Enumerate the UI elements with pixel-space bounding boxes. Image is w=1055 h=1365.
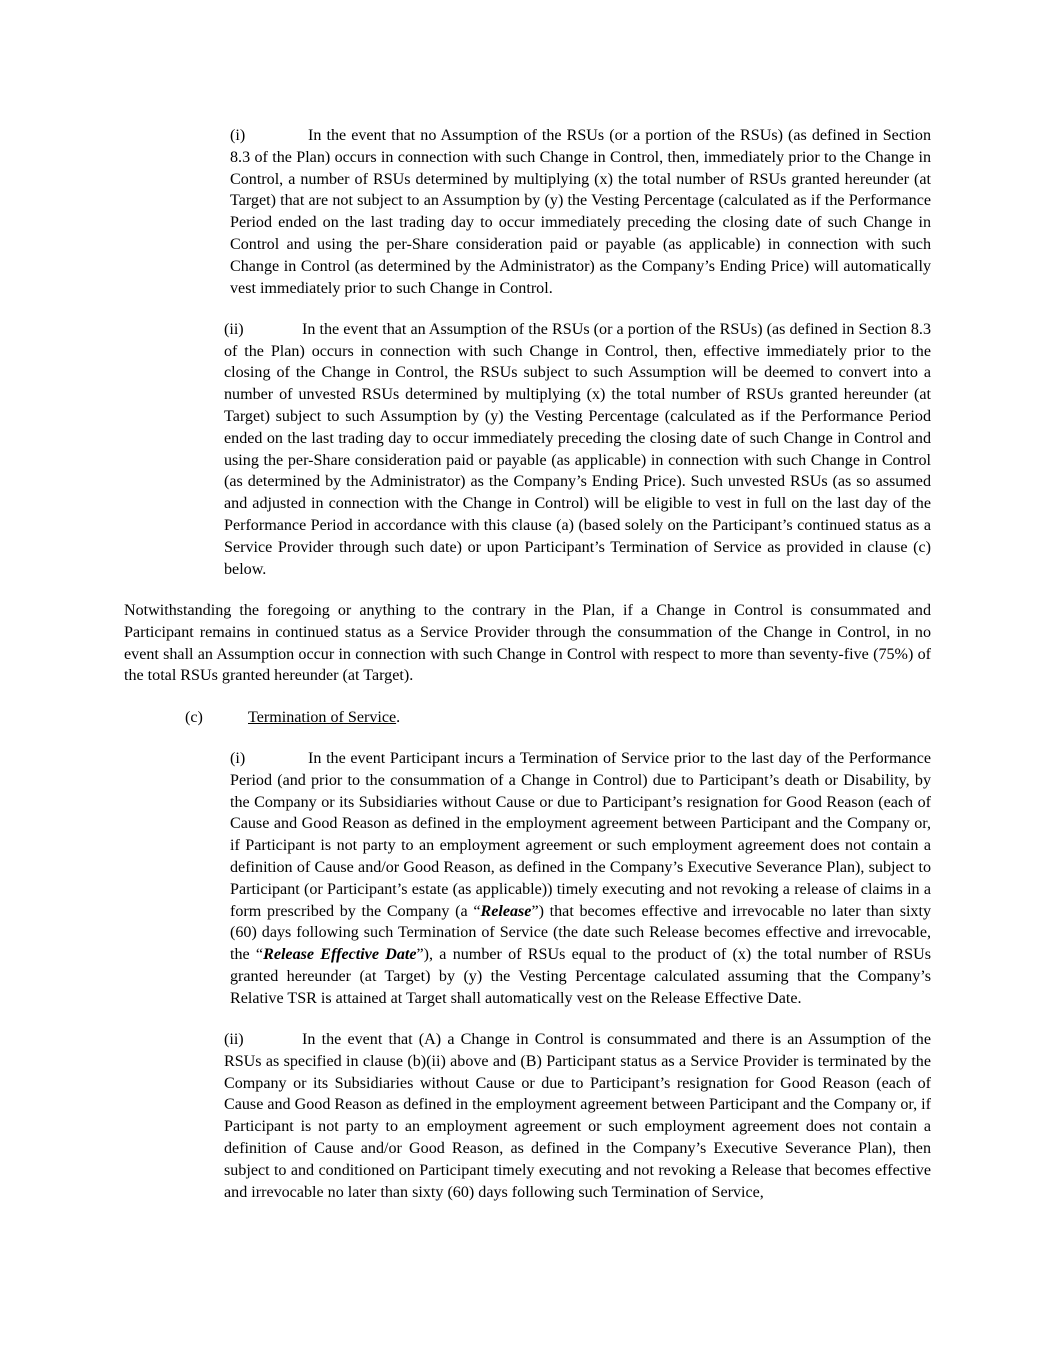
section-heading-c [124,707,931,729]
paragraph-b-ii [124,319,931,581]
document-page [124,125,931,1203]
defined-term-release-effective-date: Release Effective Date [263,946,417,964]
paragraph-b-i [124,125,931,299]
paragraph-notwithstanding: Notwithstanding the foregoing or anything to the contrary in the Plan, if a Change in Control is consummated and Participant remains in continued status as a Service Provider through the consummation of the Change in Control, in no event shall an Assumption occur in connection with such Change in Control with respect to more than seventy-five (75%) of the total RSUs granted hereunder (at Target). [124,601,931,685]
clause-marker: (ii) [224,1030,244,1048]
paragraph-text: In the event that no Assumption of the RSUs (or a portion of the RSUs) (as defined in Section 8.3 of the Plan) occurs in connection with such Change in Control, then, immediately prior to the Change in Control, a number of RSUs determined by multiplying (x) the total number of RSUs granted hereunder (at Target) that are not subject to an Assumption by (y) the Vesting Percentage (calculated as if the Performance Period ended on the last trading day to occur immediately preceding the closing date of such Change in Control and using the per-Share consideration paid or payable (as applicable) in connection with such Change in Control (as determined by the Administrator) as the Company’s Ending Price) will automatically vest immediately prior to such Change in Control. [230,127,931,297]
paragraph-c-i [124,748,931,1010]
paragraph-text: In the event that (A) a Change in Control is consummated and there is an Assumption of the RSUs as specified in clause (b)(ii) above and (B) Participant status as a Service Provider is terminated by the Company or its Subsidiaries without Cause or due to Participant’s resignation for Good Reason (each of Cause and Good Reason as defined in the employment agreement between Participant and the Company or, if Participant is not party to an employment agreement or such employment agreement does not contain a definition of Cause and/or Good Reason, as defined in the Company’s Executive Severance Plan), then subject to and conditioned on Participant timely executing and not revoking a Release that becomes effective and irrevocable no later than sixty (60) days following such Termination of Service, [224,1030,931,1201]
clause-marker: (i) [230,127,246,144]
heading-period: . [396,708,401,726]
section-marker: (c) [185,708,203,726]
paragraph-text: In the event that an Assumption of the RSUs (or a portion of the RSUs) (as defined in Section 8.3 of the Plan) occurs in connection with such Change in Control, then, effective immediately prior to the closing of the Change in Control, the RSUs subject to such Assumption will be deemed to convert into a number of unvested RSUs determined by multiplying (x) the total number of RSUs granted hereunder (at Target) subject to such Assumption by (y) the Vesting Percentage (calculated as if the Performance Period ended on the last trading day to occur immediately preceding the closing date of such Change in Control and using the per-Share consideration paid or payable (as applicable) in connection with such Change in Control (as determined by the Administrator) as the Company’s Ending Price). Such unvested RSUs (as so assumed and adjusted in connection with the Change in Control) will be eligible to vest in full on the last day of the Performance Period in accordance with this clause (a) (based solely on the Participant’s continued status as a Service Provider through such date) or upon Participant’s Termination of Service as provided in clause (c) below. [224,320,931,578]
paragraph-text-part-2: ”) that becomes effective and irrevocable no later than sixty (60) days following such Termination of Service (the date such Release becomes effective and irrevocable, the “ [230,902,931,964]
clause-marker: (i) [230,749,246,767]
paragraph-text-part-1: In the event Participant incurs a Termination of Service prior to the last day of the Performance Period (and prior to the consummation of a Change in Control) due to Participant’s death or Disability, by the Company or its Subsidiaries without Cause or due to Participant’s resignation for Good Reason (each of Cause and Good Reason as defined in the employment agreement between Participant and the Company or, if Participant is not party to an employment agreement or such employment agreement does not contain a definition of Cause and/or Good Reason, as defined in the Company’s Executive Severance Plan), subject to Participant (or Participant’s estate (as applicable)) timely executing and not revoking a release of claims in a form prescribed by the Company (a “ [230,749,931,920]
paragraph-text-part-3: ”), a number of RSUs equal to the product of (x) the total number of RSUs granted hereunder (at Target) by (y) the Vesting Percentage calculated assuming that the Company’s Relative TSR is attained at Target shall automatically vest on the Release Effective Date. [230,946,931,1007]
paragraph-c-ii [124,1029,931,1203]
clause-marker: (ii) [224,320,244,338]
section-heading-text: Termination of Service [248,708,397,726]
defined-term-release: Release [480,902,532,920]
